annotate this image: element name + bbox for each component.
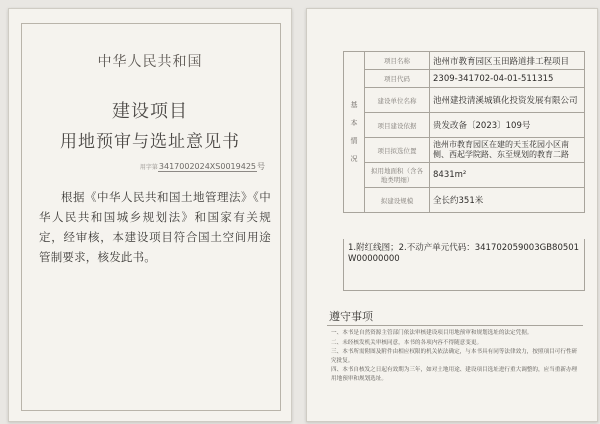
land-area-value: 8431m² <box>430 163 585 188</box>
notice-title: 遵守事项 <box>329 310 373 323</box>
table-row <box>344 113 585 138</box>
project-code-value: 2309-341702-04-01-511315 <box>430 70 585 88</box>
row-key: 项目代码 <box>365 70 430 88</box>
attachment-notes: 1.附红线图；2.不动产单元代码：341702059003GB80501W00000000 <box>343 239 585 291</box>
row-key: 拟用地面积（含各地类明细） <box>365 163 430 188</box>
row-key: 拟建设规模 <box>365 188 430 213</box>
table-row <box>344 70 585 88</box>
certificate-body-text: 根据《中华人民共和国土地管理法》《中华人民共和国城乡规划法》和国家有关规定，经审核，本建设项目符合国土空间用途管制要求，核发此书。 <box>39 190 271 264</box>
proposed-location-value: 池州市教育园区在建的天玉花园小区南侧、西起学院路、东至规划的教育二路 <box>430 138 585 163</box>
certificate-number <box>140 161 265 172</box>
divider <box>327 325 583 326</box>
table-row <box>344 138 585 163</box>
table-row <box>344 52 585 70</box>
document-details-page <box>306 8 598 422</box>
project-basis-value: 贵发改备〔2023〕109号 <box>430 113 585 138</box>
document-title-line1: 建设项目 <box>112 101 188 122</box>
builder-name-value: 池州建投清溪城镇化投资发展有限公司 <box>430 88 585 113</box>
certificate-number-suffix: 号 <box>257 162 265 171</box>
notice-item: 三、本书所需附图及附件由相应权限的机关依法确定，与本书具有同等法律效力，按照项目可行性研究批复。 <box>331 349 578 364</box>
row-key: 项目建设依据 <box>365 113 430 138</box>
table-row <box>344 88 585 113</box>
row-key: 项目名称 <box>365 52 430 70</box>
project-name-value: 池州市教育园区玉田路道排工程项目 <box>430 52 585 70</box>
table-row <box>344 163 585 188</box>
row-key: 建设单位名称 <box>365 88 430 113</box>
document-title-line2: 用地预审与选址意见书 <box>60 132 240 152</box>
row-key: 项目拟选位置 <box>365 138 430 163</box>
notice-list <box>331 329 579 384</box>
country-name: 中华人民共和国 <box>97 54 203 70</box>
notice-item: 一、本书是自然资源主管部门依法审核建设项目用地预审和规划选址的法定凭据。 <box>331 330 533 336</box>
construction-scale-value: 全长约351米 <box>430 188 585 213</box>
basic-info-side-label <box>344 52 365 213</box>
certificate-number-value: 3417002024XS0019425 <box>158 162 256 171</box>
table-row <box>344 188 585 213</box>
side-label-text: 基 本 情 况 <box>350 101 358 163</box>
notice-item: 四、本书自核发之日起有效期为三年，如对土地用途、建设项目选址进行重大调整的，应当重新办理用地预审和规划选址。 <box>331 367 578 382</box>
notice-item: 二、未经核发机关审核同意，本书的各项内容不得随意变更。 <box>331 339 483 346</box>
project-info-table <box>343 51 585 213</box>
document-cover-page <box>8 8 292 422</box>
certificate-number-label: 用字第 <box>139 164 158 171</box>
